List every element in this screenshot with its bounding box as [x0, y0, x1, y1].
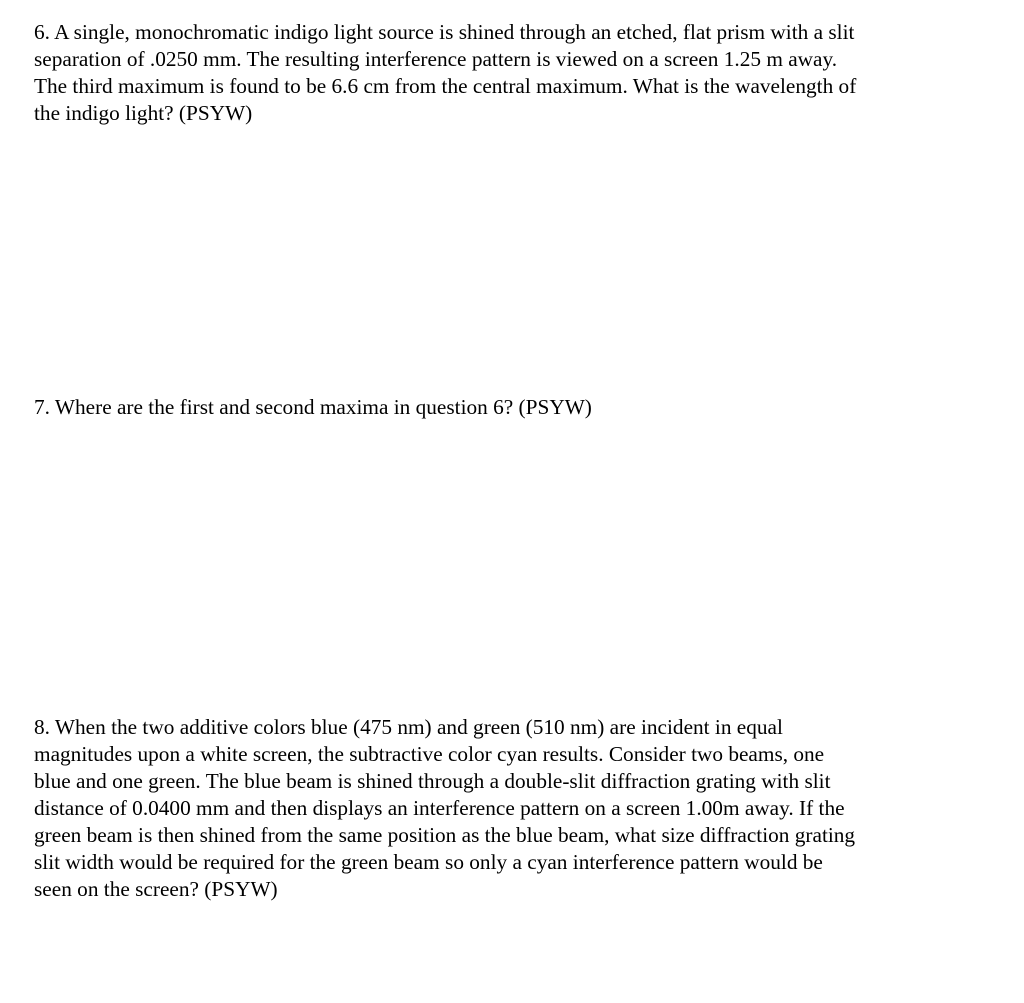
question-8-line-4: distance of 0.0400 mm and then displays an interference pattern on a screen 1.00m away. If the — [34, 796, 845, 820]
question-8-line-1: 8. When the two additive colors blue (475 nm) and green (510 nm) are incident in equal — [34, 715, 783, 739]
question-8-line-2: magnitudes upon a white screen, the subtractive color cyan results. Consider two beams, one — [34, 742, 825, 766]
question-6 — [34, 19, 994, 127]
question-6-line-2: separation of .0250 mm. The resulting interference pattern is viewed on a screen 1.25 m away. — [34, 47, 838, 71]
question-8 — [34, 714, 994, 903]
question-8-line-6: slit width would be required for the green beam so only a cyan interference pattern would be — [34, 850, 823, 874]
question-7 — [34, 394, 994, 421]
question-6-line-4: the indigo light? (PSYW) — [34, 101, 253, 125]
question-7-line-1: 7. Where are the first and second maxima in question 6? (PSYW) — [34, 395, 592, 419]
question-8-line-7: seen on the screen? (PSYW) — [34, 877, 278, 901]
question-6-line-1: 6. A single, monochromatic indigo light source is shined through an etched, flat prism with a slit — [34, 20, 855, 44]
question-8-line-3: blue and one green. The blue beam is shined through a double-slit diffraction grating with slit — [34, 769, 831, 793]
question-6-line-3: The third maximum is found to be 6.6 cm from the central maximum. What is the wavelength of — [34, 74, 857, 98]
question-8-line-5: green beam is then shined from the same position as the blue beam, what size diffraction grating — [34, 823, 856, 847]
